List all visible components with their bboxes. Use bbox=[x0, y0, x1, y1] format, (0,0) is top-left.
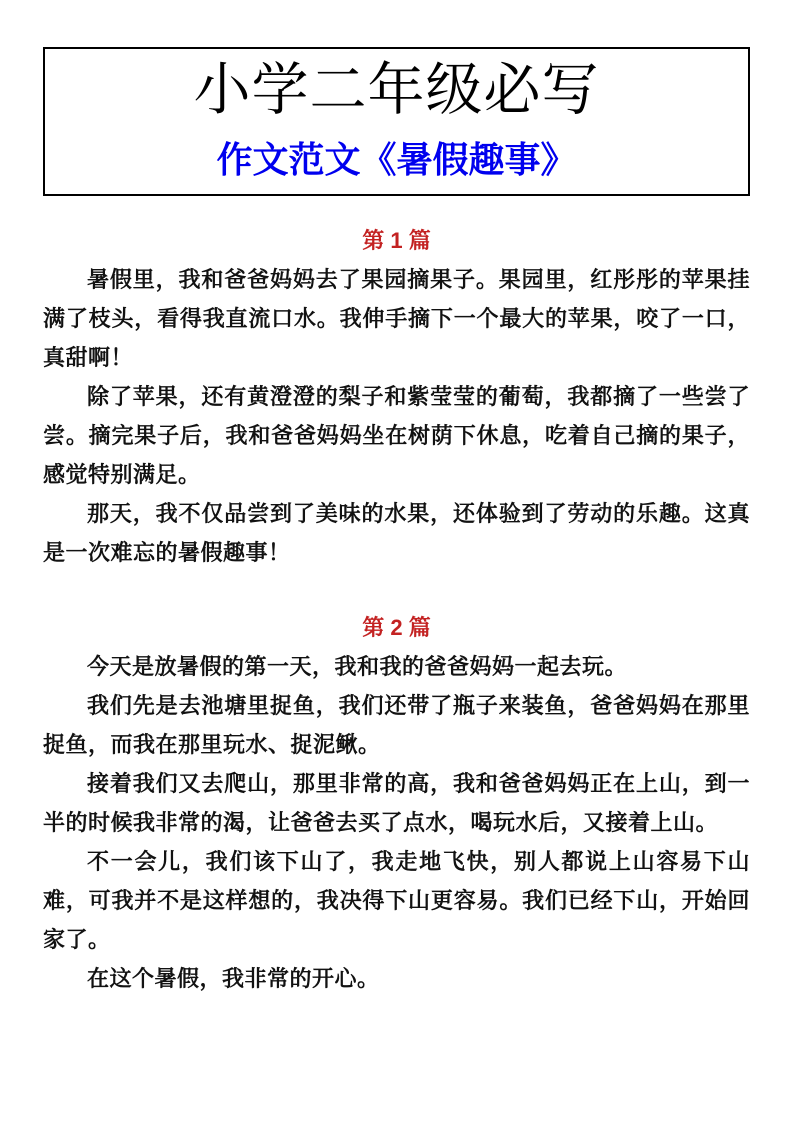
section-2-paragraph-1: 今天是放暑假的第一天，我和我的爸爸妈妈一起去玩。 bbox=[87, 654, 628, 679]
essay-section-1 bbox=[43, 221, 750, 572]
section-1-heading: 第 1 篇 bbox=[362, 228, 431, 253]
section-1-paragraph-2: 除了苹果，还有黄澄澄的梨子和紫莹莹的葡萄，我都摘了一些尝了尝。摘完果子后，我和爸爸妈妈坐在树荫下休息，吃着自己摘的果子，感觉特别满足。 bbox=[43, 384, 750, 487]
section-2-paragraph-5: 在这个暑假，我非常的开心。 bbox=[87, 966, 380, 991]
essay-section-2 bbox=[43, 608, 750, 998]
section-1-paragraph-1: 暑假里，我和爸爸妈妈去了果园摘果子。果园里，红彤彤的苹果挂满了枝头，看得我直流口水。我伸手摘下一个最大的苹果，咬了一口，真甜啊！ bbox=[43, 267, 750, 370]
section-2-paragraph-4: 不一会儿，我们该下山了，我走地飞快，别人都说上山容易下山难，可我并不是这样想的，我决得下山更容易。我们已经下山，开始回家了。 bbox=[43, 849, 750, 952]
section-2-heading: 第 2 篇 bbox=[362, 615, 431, 640]
title-box bbox=[43, 47, 750, 196]
section-2-paragraph-3: 接着我们又去爬山，那里非常的高，我和爸爸妈妈正在上山，到一半的时候我非常的渴，让爸爸去买了点水，喝玩水后，又接着上山。 bbox=[43, 771, 750, 835]
section-1-paragraph-3: 那天，我不仅品尝到了美味的水果，还体验到了劳动的乐趣。这真是一次难忘的暑假趣事！ bbox=[43, 501, 750, 565]
section-2-paragraph-2: 我们先是去池塘里捉鱼，我们还带了瓶子来装鱼，爸爸妈妈在那里捉鱼，而我在那里玩水、捉泥鳅。 bbox=[43, 693, 750, 757]
document-title: 小学二年级必写 bbox=[193, 59, 600, 122]
document-subtitle: 作文范文《暑假趣事》 bbox=[216, 140, 577, 180]
